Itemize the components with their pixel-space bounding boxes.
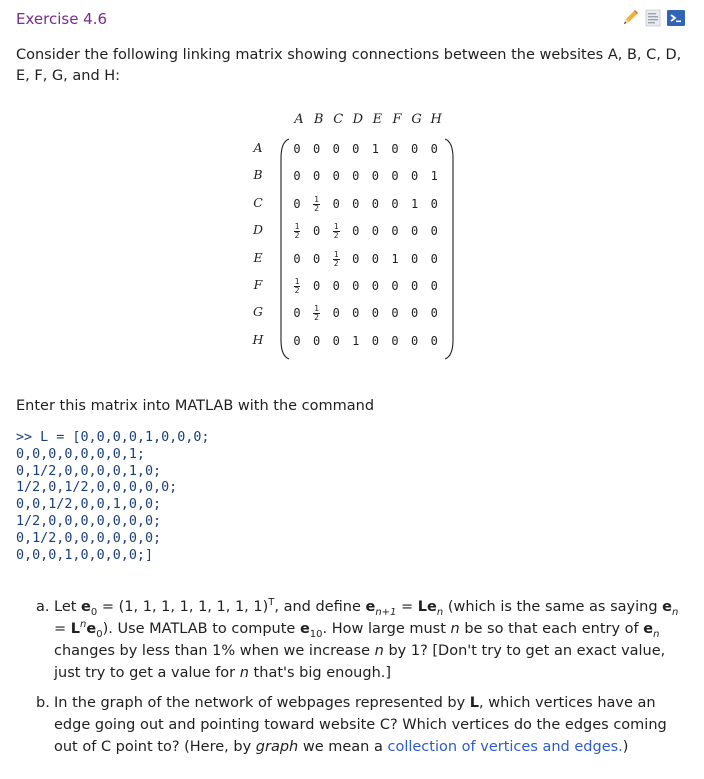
matrix-cell: 0 — [312, 142, 321, 156]
matrix-cell — [308, 304, 326, 322]
matrix-row-label: B — [253, 167, 263, 183]
matrix-cell: 0 — [352, 169, 360, 184]
enter-instruction: Enter this matrix into MATLAB with the command — [16, 398, 375, 414]
matrix-cell: 0 — [410, 251, 419, 266]
fraction — [294, 278, 301, 295]
matrix-cell: 0 — [293, 169, 301, 184]
matrix-cell: 0 — [293, 333, 301, 348]
matrix-cell: 0 — [371, 306, 379, 321]
matrix-cell: 0 — [410, 333, 419, 348]
sub: 0 — [90, 606, 98, 618]
sub: n — [436, 606, 444, 618]
matrix-cell: 0 — [391, 169, 399, 184]
text: = (1, 1, 1, 1, 1, 1, 1, 1) — [97, 599, 269, 615]
intro-text: Consider the following linking matrix showing connections between the websites A, B, C, D, E, F, G, and H: — [16, 47, 682, 84]
matrix-col-label: F — [392, 112, 402, 127]
text: = — [396, 599, 418, 615]
matrix-row-label: E — [253, 249, 263, 265]
exercise-header — [16, 8, 696, 32]
matrix-cell: 0 — [391, 224, 399, 239]
matrix-cell — [288, 277, 306, 295]
matrix-cell — [308, 195, 326, 213]
fraction — [294, 223, 301, 240]
text: , and define — [274, 599, 366, 615]
code-line: 0,0,0,1,0,0,0,0;] — [16, 547, 154, 563]
matrix-cell: 0 — [293, 142, 301, 156]
numerator: 1 — [314, 194, 319, 204]
text: , which vertices have an edge going out and pointing toward website C? Which vertices do the edges coming out of C point to? (Here, by — [54, 695, 667, 755]
right-bracket — [444, 138, 454, 360]
sub: n — [653, 628, 660, 640]
matrix-cell: 0 — [371, 196, 379, 211]
text: Let — [54, 599, 82, 615]
matrix-cell: 0 — [430, 279, 438, 293]
matrix-row-label: A — [253, 140, 263, 155]
matrix-cell: 0 — [352, 196, 360, 211]
matrix-cell: 0 — [332, 196, 340, 211]
text: by 1? [Don't try to get an exact value, just try to get a value for — [54, 643, 666, 681]
matrix-cell: 0 — [430, 306, 438, 321]
sub: n — [672, 606, 679, 618]
matrix-cell: 0 — [332, 279, 340, 293]
matrix-cell: 0 — [332, 333, 340, 348]
text: = — [54, 621, 71, 637]
denominator: 2 — [294, 286, 300, 295]
matrix-cell: 1 — [371, 142, 379, 156]
matrix-cell: 0 — [410, 169, 419, 184]
matrix-cell: 0 — [312, 224, 321, 239]
text: be so that each entry of — [459, 621, 644, 637]
text: . How large must — [322, 621, 451, 637]
matrix-cell: 0 — [371, 169, 379, 184]
matrix-col-label: A — [294, 112, 304, 127]
code-line: 1/2,0,0,0,0,0,0,0; — [16, 513, 162, 529]
sup: T — [268, 597, 275, 609]
text: we mean a — [298, 739, 388, 755]
matrix-cell: 0 — [391, 279, 399, 293]
matrix-cell: 0 — [352, 279, 360, 293]
text: In the graph of the network of webpages represented by — [54, 695, 470, 711]
sub: n+1 — [375, 606, 397, 618]
pencil-icon[interactable] — [620, 8, 640, 28]
matrix-cell: 0 — [312, 251, 321, 266]
matrix-cell: 0 — [410, 279, 419, 293]
matrix-cell: 0 — [430, 333, 438, 348]
matrix-cell — [327, 222, 345, 240]
code-line: >> L = [0,0,0,0,1,0,0,0; — [16, 430, 210, 445]
numerator: 1 — [333, 249, 339, 259]
vector-e: e — [81, 599, 91, 615]
matrix-cell: 0 — [332, 169, 340, 184]
text: ). Use MATLAB to compute — [102, 621, 300, 637]
matrix-cell: 0 — [352, 306, 360, 321]
matrix-cell: 0 — [430, 142, 438, 156]
matrix-col-label: C — [333, 112, 344, 127]
matrix-cell — [327, 250, 345, 268]
matrix-row-label: G — [253, 304, 263, 320]
part-b-label: b. — [36, 695, 50, 711]
matrix-L: L — [417, 599, 428, 615]
matlab-code-block — [16, 430, 209, 564]
matrix-row-label: H — [252, 331, 264, 347]
vector-e: e — [427, 599, 437, 615]
vector-e: e — [365, 599, 376, 615]
denominator: 2 — [314, 313, 319, 323]
matrix-cell: 0 — [391, 196, 399, 211]
numerator: 1 — [294, 277, 300, 286]
notes-icon[interactable] — [643, 8, 663, 28]
matrix-cell: 0 — [312, 279, 321, 293]
exercise-parts — [36, 596, 686, 766]
denominator: 2 — [333, 231, 339, 241]
var-n: n — [450, 621, 460, 637]
matrix-cell: 0 — [352, 224, 360, 239]
vector-e: e — [662, 599, 672, 615]
matrix-row-label: F — [253, 277, 263, 292]
text: changes by less than 1% when we increase — [54, 643, 375, 659]
matrix-col-label: H — [430, 112, 442, 127]
matrix-cell: 0 — [371, 333, 379, 348]
matrix-cell: 0 — [430, 224, 438, 239]
graph-definition-link[interactable]: collection of vertices and edges. — [387, 739, 623, 755]
matrix-cell: 0 — [312, 333, 321, 348]
var-n: n — [374, 643, 384, 659]
matrix-cell: 0 — [391, 306, 399, 321]
vector-e: e — [86, 621, 97, 637]
vector-e: e — [643, 621, 654, 637]
part-a-label: a. — [36, 599, 50, 615]
part-b — [36, 692, 686, 758]
matrix-cell: 1 — [410, 196, 419, 211]
matrix-col-label: G — [411, 112, 422, 127]
matrix-row-label: D — [252, 222, 264, 238]
numerator: 1 — [314, 304, 319, 314]
matrix-col-label: B — [313, 112, 324, 127]
fraction — [313, 305, 320, 322]
text: (which is the same as saying — [443, 599, 663, 615]
numerator: 1 — [294, 222, 300, 232]
matrix-cell: 0 — [371, 224, 379, 239]
denominator: 2 — [333, 258, 339, 268]
matrix-cell: 0 — [410, 142, 419, 156]
fraction — [333, 223, 340, 240]
matrix-cell: 0 — [293, 306, 301, 321]
sub: 0 — [96, 628, 103, 640]
matrix-cell: 0 — [430, 196, 438, 211]
linking-matrix — [250, 112, 470, 372]
exercise-title: Exercise 4.6 — [16, 10, 108, 28]
graph-term: graph — [255, 739, 299, 755]
code-line: 0,1/2,0,0,0,0,0,0; — [16, 530, 162, 546]
part-a — [36, 596, 686, 684]
vector-e: e — [299, 621, 310, 637]
matrix-cell: 0 — [371, 279, 379, 293]
matrix-cell: 0 — [391, 142, 399, 156]
code-line: 0,0,0,0,0,0,0,1; — [16, 446, 145, 462]
matrix-cell: 1 — [391, 251, 399, 266]
matrix-L: L — [469, 695, 480, 711]
code-line: 1/2,0,1/2,0,0,0,0,0; — [16, 480, 178, 496]
matrix-cell: 0 — [371, 251, 379, 266]
matrix-cell: 0 — [332, 142, 340, 156]
matrix-cell: 0 — [410, 306, 419, 321]
matrix-cell: 0 — [332, 306, 340, 321]
matrix-cell: 0 — [391, 333, 399, 348]
text: ) — [622, 739, 629, 755]
fraction — [333, 251, 340, 268]
matrix-col-label: D — [352, 112, 364, 127]
matrix-cell: 0 — [410, 224, 419, 239]
terminal-icon[interactable] — [666, 8, 686, 28]
matrix-cell: 0 — [312, 169, 321, 184]
matrix-cell: 0 — [430, 251, 438, 266]
matrix-cell: 0 — [352, 142, 360, 156]
toolbar — [620, 8, 686, 28]
matrix-col-label: E — [372, 112, 383, 127]
text: that's big enough.] — [248, 665, 392, 681]
matrix-cell: 1 — [430, 169, 438, 184]
matrix-L: L — [70, 621, 81, 637]
matrix-cell: 0 — [293, 251, 301, 266]
fraction — [313, 196, 320, 213]
code-line: 0,0,1/2,0,0,1,0,0; — [16, 497, 162, 513]
denominator: 2 — [314, 203, 319, 213]
numerator: 1 — [333, 222, 339, 232]
matrix-cell — [288, 222, 306, 240]
code-line: 0,1/2,0,0,0,0,1,0; — [16, 463, 162, 479]
denominator: 2 — [294, 231, 300, 241]
var-n: n — [239, 665, 249, 681]
sub: 10 — [309, 628, 323, 640]
matrix-cell: 1 — [352, 333, 360, 348]
matrix-cell: 0 — [352, 251, 360, 266]
matrix-cell: 0 — [293, 196, 301, 211]
sup: n — [80, 619, 87, 631]
matrix-row-label: C — [253, 194, 263, 210]
